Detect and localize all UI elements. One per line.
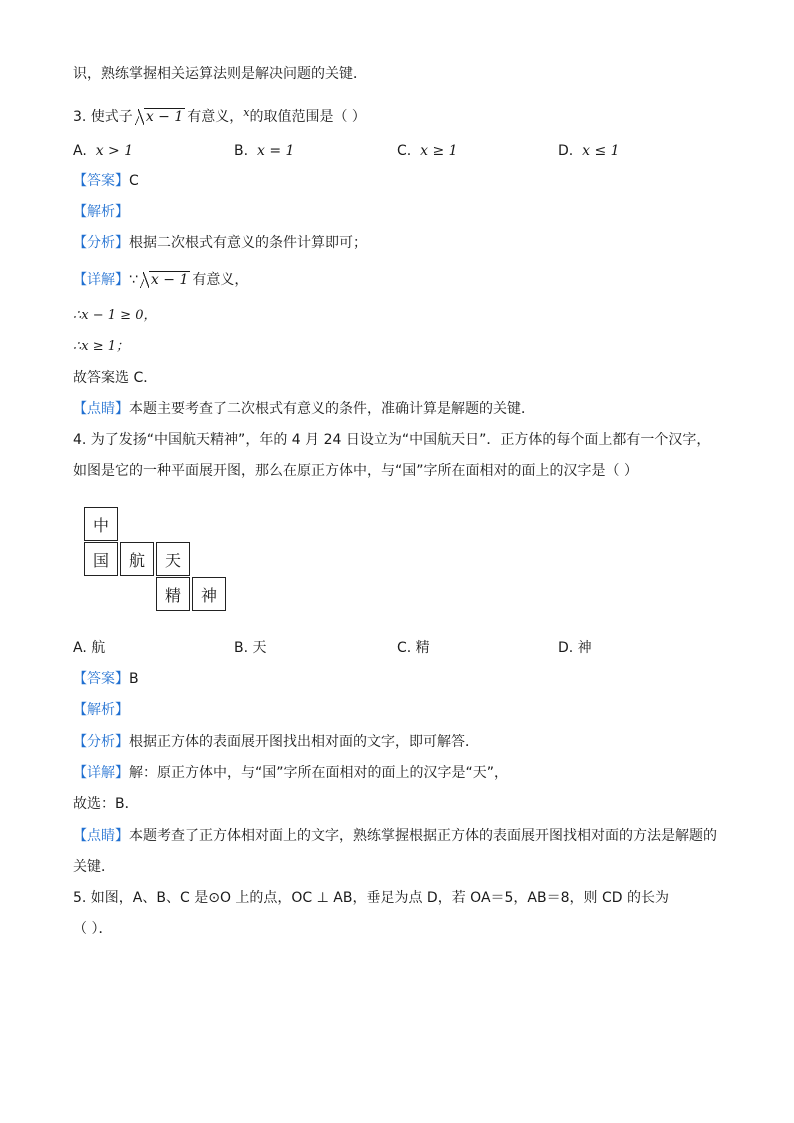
option-c: C. 精 xyxy=(397,640,430,656)
option-label: C. xyxy=(397,143,412,159)
cube-net-figure xyxy=(84,507,234,617)
option-label: B. xyxy=(234,143,249,159)
text-line: 识，熟练掌握相关运算法则是解决问题的关键． xyxy=(73,66,367,82)
conclusion-line: 故选：B． xyxy=(73,796,139,812)
analysis-tag: 【解析】 xyxy=(73,702,129,718)
option-b xyxy=(234,141,294,161)
dianjing-tag: 【点睛】 xyxy=(73,828,129,844)
answer-line xyxy=(73,669,139,689)
dianjing-line xyxy=(73,399,535,419)
option-a: A. 航 xyxy=(73,640,106,656)
xiangjie-text: 解：原正方体中，与“国”字所在面相对的面上的汉字是“天”， xyxy=(129,765,509,781)
question-4-line: 4. 为了发扬“中国航天精神”，年的 4 月 24 日设立为“中国航天日”．正方体的每个面上都有一个汉字， xyxy=(73,432,711,448)
cube-face: 航 xyxy=(120,542,154,576)
xiangjie-tag: 【详解】 xyxy=(73,765,129,781)
fenxi-text: 根据正方体的表面展开图找出相对面的文字，即可解答． xyxy=(129,734,479,750)
option-d xyxy=(558,141,620,161)
radicand: x − 1 xyxy=(150,272,189,288)
dianjing-text: 本题主要考查了二次根式有意义的条件，准确计算是解题的关键． xyxy=(129,401,535,417)
conclusion-line: 故答案选 C． xyxy=(73,370,158,386)
question-3 xyxy=(73,103,366,127)
fenxi-tag: 【分析】 xyxy=(73,235,129,251)
radicand: x − 1 xyxy=(145,109,184,125)
cube-face: 国 xyxy=(84,542,118,576)
option-d: D. 神 xyxy=(558,640,592,656)
question-3-prefix: 3. 使式子 xyxy=(73,109,133,125)
analysis-line xyxy=(73,202,129,222)
cube-face: 中 xyxy=(84,507,118,541)
fenxi-tag: 【分析】 xyxy=(73,734,129,750)
option-c xyxy=(397,141,458,161)
cube-face: 精 xyxy=(156,577,190,611)
analysis-line xyxy=(73,700,129,720)
question-5-line: 5. 如图，A、B、C 是⊙O 上的点，OC ⊥ AB，垂足为点 D，若 OA＝5，AB＝8，则 CD 的长为 xyxy=(73,890,669,906)
answer-value: B xyxy=(129,671,139,687)
question-3-suffix: 的取值范围是（ ） xyxy=(249,109,366,125)
cube-face: 天 xyxy=(156,542,190,576)
fenxi-text: 根据二次根式有意义的条件计算即可； xyxy=(129,235,367,251)
answer-tag: 【答案】 xyxy=(73,671,129,687)
dianjing-text: 本题考查了正方体相对面上的文字，熟练掌握根据正方体的表面展开图找相对面的方法是解题的 xyxy=(129,828,717,844)
option-text: x > 1 xyxy=(95,143,134,159)
question-5-line: （ ）． xyxy=(73,921,113,937)
question-3-middle: 有意义， xyxy=(187,109,244,125)
fenxi-line xyxy=(73,233,367,253)
option-label: D. xyxy=(558,143,574,159)
xiangjie-text: 有意义， xyxy=(192,272,249,288)
cube-face: 神 xyxy=(192,577,226,611)
dianjing-tag: 【点睛】 xyxy=(73,401,129,417)
variable-x: x xyxy=(243,106,250,119)
dianjing-continued: 关键． xyxy=(73,859,115,875)
dianjing-line xyxy=(73,826,717,846)
xiangjie-line xyxy=(73,763,508,783)
option-text: x = 1 xyxy=(256,143,295,159)
step-line: ∴x − 1 ≥ 0， xyxy=(73,308,157,323)
answer-tag: 【答案】 xyxy=(73,173,129,189)
fenxi-line xyxy=(73,732,479,752)
sqrt-expression xyxy=(135,107,185,127)
step-line: ∴x ≥ 1； xyxy=(73,339,130,354)
option-a xyxy=(73,141,133,161)
xiangjie-line xyxy=(73,270,248,290)
option-text: x ≥ 1 xyxy=(420,143,458,159)
sqrt-expression xyxy=(140,270,190,290)
option-label: A. xyxy=(73,143,87,159)
answer-line xyxy=(73,171,139,191)
xiangjie-tag: 【详解】 xyxy=(73,272,129,288)
analysis-tag: 【解析】 xyxy=(73,204,129,220)
option-b: B. 天 xyxy=(234,640,267,656)
answer-value: C xyxy=(129,173,139,189)
because-symbol: ∵ xyxy=(129,272,138,288)
option-text: x ≤ 1 xyxy=(582,143,620,159)
question-4-line: 如图是它的一种平面展开图，那么在原正方体中，与“国”字所在面相对的面上的汉字是（ ） xyxy=(73,463,638,479)
